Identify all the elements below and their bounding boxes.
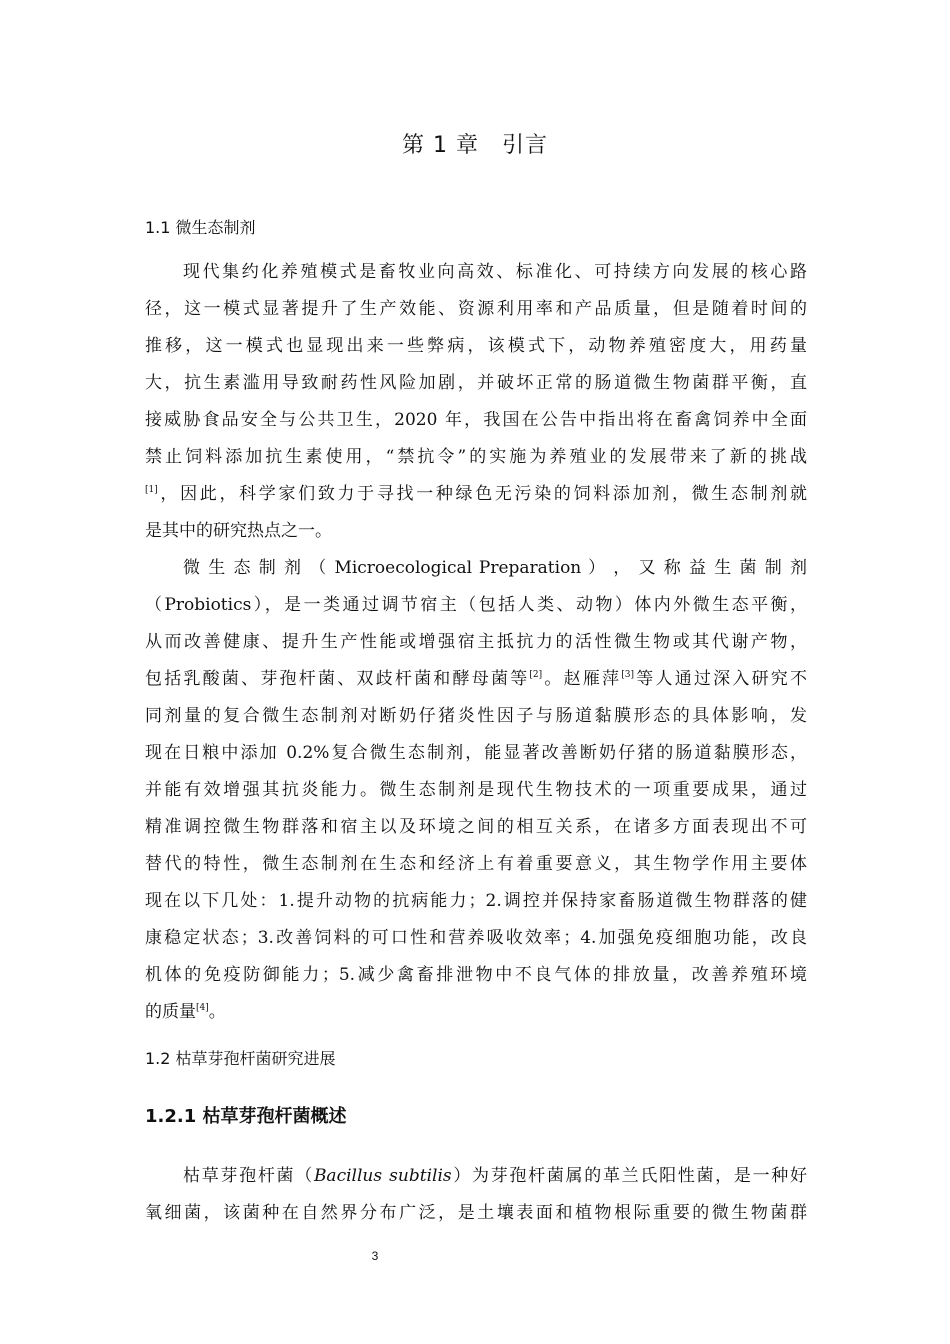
paragraph-text: 的质量 <box>145 1002 196 1022</box>
paragraph-text: 包括乳酸菌、芽孢杆菌、双歧杆菌和酵母菌等 <box>145 669 530 689</box>
page-number: 3 <box>371 1249 379 1263</box>
citation-ref: [2] <box>529 670 543 680</box>
paragraph-line: 禁止饲料添加抗生素使用，“禁抗令”的实施为养殖业的发展带来了新的挑战 <box>145 447 807 467</box>
paragraph-line: 机体的免疫防御能力；5.减少禽畜排泄物中不良气体的排放量，改善养殖环境 <box>145 965 807 985</box>
paragraph-line: 现代集约化养殖模式是畜牧业向高效、标准化、可持续方向发展的核心路 <box>183 262 807 282</box>
citation-ref: [1] <box>145 485 158 495</box>
paragraph-line: 是其中的研究热点之一。 <box>145 521 332 541</box>
paragraph-line <box>145 1158 807 1195</box>
paragraph-text: 。 <box>208 1002 226 1022</box>
paragraph-line <box>145 994 807 1031</box>
paragraph-line: 康稳定状态；3.改善饲料的可口性和营养吸收效率；4.加强免疫细胞功能，改良 <box>145 928 807 948</box>
paragraph-line: 同剂量的复合微生态制剂对断奶仔猪炎性因子与肠道黏膜形态的具体影响，发 <box>145 706 807 726</box>
paragraph-line: 推移，这一模式也显现出来一些弊病，该模式下，动物养殖密度大，用药量 <box>145 336 807 356</box>
paragraph-3 <box>145 1158 807 1232</box>
paragraph-line: 替代的特性，微生态制剂在生态和经济上有着重要意义，其生物学作用主要体 <box>145 854 807 874</box>
citation-ref: [4] <box>196 1003 209 1013</box>
paragraph-line <box>145 476 807 513</box>
paragraph-line: 从而改善健康、提升生产性能或增强宿主抵抗力的活性微生物或其代谢产物， <box>145 632 807 652</box>
section-heading-1-2: 1.2 枯草芽孢杆菌研究进展 <box>145 1049 336 1068</box>
subsection-heading-1-2-1: 1.2.1 枯草芽孢杆菌概述 <box>145 1106 347 1127</box>
paragraph-line <box>145 661 807 698</box>
chapter-title: 第 1 章 引言 <box>402 133 548 158</box>
paragraph-line: 现在以下几处：1.提升动物的抗病能力；2.调控并保持家畜肠道微生物群落的健 <box>145 891 807 911</box>
paragraph-line: 精准调控微生物群落和宿主以及环境之间的相互关系，在诸多方面表现出不可 <box>145 817 807 837</box>
paragraph-2 <box>145 550 807 1031</box>
paragraph-line: 接威胁食品安全与公共卫生，2020 年，我国在公告中指出将在畜禽饲养中全面 <box>145 410 807 430</box>
citation-ref: [3] <box>621 670 635 680</box>
paragraph-text: ）为芽孢杆菌属的革兰氏阳性菌，是一种好 <box>451 1166 808 1186</box>
paragraph-text: 枯草芽孢杆菌（ <box>183 1166 314 1186</box>
paragraph-line: 氧细菌，该菌种在自然界分布广泛，是土壤表面和植物根际重要的微生物菌群 <box>145 1203 807 1223</box>
paragraph-line: 大，抗生素滥用导致耐药性风险加剧，并破坏正常的肠道微生物菌群平衡，直 <box>145 373 807 393</box>
section-heading-1-1: 1.1 微生态制剂 <box>145 218 256 237</box>
paragraph-line: 现在日粮中添加 0.2%复合微生态制剂，能显著改善断奶仔猪的肠道黏膜形态， <box>145 743 807 763</box>
paragraph-line: 微 生 态 制 剂 （ Microecological Preparation ） ， 又 称 益 生 菌 制 剂 <box>183 558 807 578</box>
species-name: Bacillus subtilis <box>313 1166 452 1186</box>
paragraph-text: 等人通过深入研究不 <box>634 669 808 689</box>
paragraph-line: （Probiotics），是一类通过调节宿主（包括人类、动物）体内外微生态平衡， <box>145 595 807 615</box>
paragraph-line: 径，这一模式显著提升了生产效能、资源利用率和产品质量，但是随着时间的 <box>145 299 807 319</box>
paragraph-text: ，因此，科学家们致力于寻找一种绿色无污染的饲料添加剂，微生态制剂就 <box>157 484 807 504</box>
paragraph-text: 。赵雁萍 <box>542 669 622 689</box>
paragraph-1 <box>145 254 807 550</box>
paragraph-line: 并能有效增强其抗炎能力。微生态制剂是现代生物技术的一项重要成果，通过 <box>145 780 807 800</box>
